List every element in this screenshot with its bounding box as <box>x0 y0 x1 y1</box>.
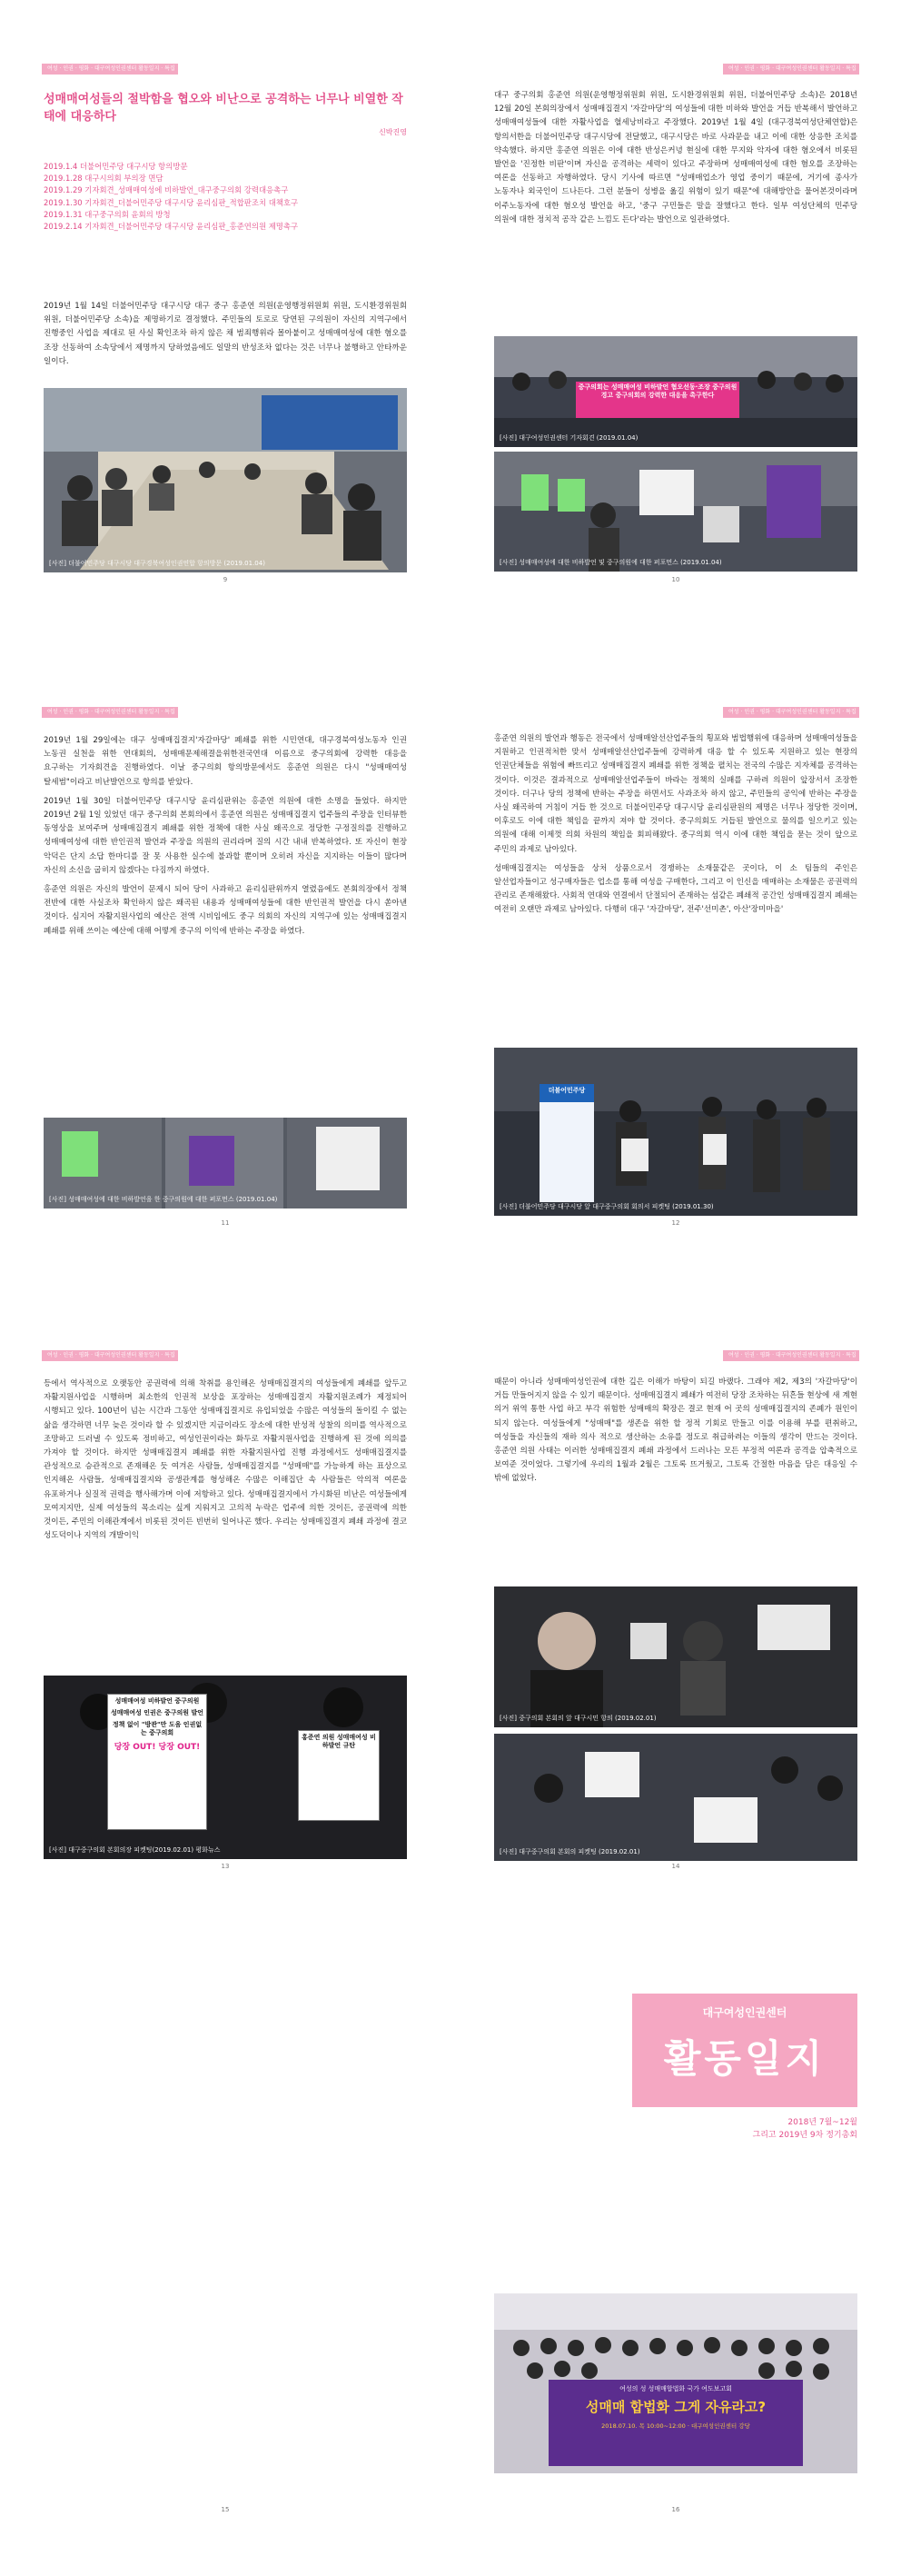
body-paragraph: 홍준연 의원의 발언과 행동은 전국에서 성매매알선산업주들의 횡포와 범법행위에 대응하며 성매매여성들을 지원하고 인권적처한 맞서 성매매알선산업주들에 강력하게 대응 할 수 있도록 지원하고 있는 현장의 인권단체들을 위험에 빠뜨리고 성매매집결지 폐쇄를 위한 정책을 펼치는 전국의 수많은 지자체를 공격하는 것이다. 이것은 결과적으로 성매매알선업주들이 바라는 정책의 실패를 구하려 의원이 앞장서서 조장한 것이다. 더구나 당의 정책에 반하는 주장을 하면서도 사과조차 하지 않고, 주민들의 공익에 반하는 주장을 사실 왜곡하여 거침이 거듭 한 것으로 더불어민주당 대구시당 윤리심판원의 제명은 너무나 정당한 것이며, 이후로도 이에 대한 책임을 끝까지 져야 할 것이다. 중구의회도 거듭된 발언으로 물의를 일으키고 있는 의원에 대해 이제껏 의회 차원의 책임을 회피해왔다. 중구의회 역시 이에 대한 책임을 묻는 것이 앞으로 주민의 과제로 남아있다. <box>494 734 857 854</box>
photo-caption: [사진] 중구의회 본회의 앞 대구시민 항의 (2019.02.01) <box>500 1715 657 1722</box>
party-sign: 더불어민주당 <box>548 1087 586 1094</box>
photo-caption: [사진] 더불어민주당 대구시당 앞 대구중구의회 회의서 피켓팅 (2019.01.30) <box>500 1203 714 1210</box>
page-number: 11 <box>221 1219 230 1227</box>
performance-photo <box>494 452 857 572</box>
page-header: 여성 · 인권 · 평화 · 대구여성인권센터 활동일지 · 특집 <box>723 1350 859 1361</box>
timeline-item: 2019.1.4 더불어민주당 대구시당 항의방문 <box>44 162 188 171</box>
page-11 <box>0 643 450 1287</box>
group-photo <box>494 2293 857 2473</box>
council-picket-2-illustration <box>494 1734 857 1861</box>
page-number: 15 <box>221 2506 230 2513</box>
timeline-item: 2019.1.29 기자회견_성매매여성에 비하발언_대구중구의회 강력대응촉구 <box>44 185 289 195</box>
section-subtitle <box>632 2116 857 2142</box>
performance-photo-strip <box>44 1118 407 1208</box>
page-10 <box>450 0 901 643</box>
timeline-item: 2019.2.14 기자회견_더불어민주당 대구시당 윤리심판_홍준연의원 제명촉구 <box>44 222 299 232</box>
body-paragraph: 성매매집결지는 여성들을 상처 상품으로서 경쟁하는 소재물같은 곳이다, 이 소 팀들의 주인은 알선업자들이고 성구매자들은 업소를 통해 여성을 구매한다, 그리고 이 인신을 매매하는 소재물은 공권력의 관리로 존재해왔다. 사회적 연대와 연결에서 단절되어 존재하는 섬같은 폐쇄적 공간인 성매매집결지 폐쇄는 여전히 오랜만 과제로 남아있다. 다행히 대구 '자갈마당', 전주'선미촌', 아산'장미마을' <box>494 863 857 915</box>
body-paragraph: 2019년 1월 29일에는 대구 성매매집결지'자갈마당' 폐쇄를 위한 시민연대, 대구경북여성노동자 인권 노동권 실천을 위한 연대회의, 성매매문제해결을위한전국연대 이름으로 중구의회에 강력한 대응을 요구하는 기자회견을 진행하였다. 이날 중구의회 항의방문에서도 홍준연 의원은 다시 "성매매여성 탈세범"이라고 비난발언으로 항의를 받았다. <box>44 736 407 787</box>
article-body <box>494 732 857 923</box>
banner-date: 2018.07.10. 목 10:00~12:00 · 대구여성인권센터 강당 <box>601 2422 750 2430</box>
page-13 <box>0 1287 450 1930</box>
article-title: 성매매여성들의 절박함을 협오와 비난으로 공격하는 너무나 비열한 작태에 대응하다 <box>44 93 403 124</box>
council-picket-photo-2 <box>494 1734 857 1861</box>
picket-illustration <box>494 1048 857 1216</box>
page-header: 여성 · 인권 · 평화 · 대구여성인권센터 활동일지 · 특집 <box>42 707 178 718</box>
page-header: 여성 · 인권 · 평화 · 대구여성인권센터 활동일지 · 특집 <box>42 64 178 75</box>
organization-name: 대구여성인권센터 <box>702 2006 787 2019</box>
page-number: 9 <box>223 576 228 583</box>
protest-sign: 성매매여성 비하발언 중구의원 성매매여성 인권은 중구의원 발언 정책 없이 "방관"만 도움 인권없는 중구의회 당장 OUT! 당장 OUT! <box>107 1694 207 1830</box>
photo-caption: [사진] 성매매여성에 대한 비하발언 및 중구의원에 대한 퍼포먼스 (2019.01.04) <box>500 559 722 566</box>
body-paragraph: 홍준연 의원은 자신의 발언이 문제시 되어 당이 사과하고 윤리심판위까지 열렸음에도 본회의장에서 정책 전반에 대한 사실조차 확인하지 않은 왜곡된 내용과 성매매여성들에 대한 반인권적 발언을 다시 쏟아낸 것이다. 심지어 자활지원사업의 예산은 전액 시비임에도 중구 의회의 자신의 지역구에 있는 성매매집결지 폐쇄를 위해 쓰이는 예산에 대해 어떻게 중구의 이익에 반하는 주장을 하였다. <box>44 885 407 936</box>
section-title: 활동일지 <box>663 2036 827 2081</box>
timeline-item: 2019.1.31 대구중구의회 윤회의 방청 <box>44 209 171 219</box>
protest-sign: 홍준연 의원 성매매여성 비하발언 규탄 <box>298 1730 380 1821</box>
page-header: 여성 · 인권 · 평화 · 대구여성인권센터 활동일지 · 특집 <box>42 1350 178 1361</box>
page-9 <box>0 0 450 643</box>
meeting-illustration <box>44 388 407 572</box>
photo-caption: [사진] 대구중구의회 본회의 피켓팅 (2019.02.01) <box>500 1848 640 1855</box>
article-body <box>44 734 407 944</box>
section-cover-box <box>632 1994 857 2107</box>
photo-caption: [사진] 더불어민주당 대구시당 대구경북여성인권연합 항의방문 (2019.01.04) <box>49 560 265 567</box>
article-body <box>494 89 857 233</box>
timeline-item: 2019.1.30 기자회견_더불어민주당 대구시당 윤리심판_적합판조치 대책호구 <box>44 197 299 207</box>
photo-caption: [사진] 대구여성인권센터 기자회견 (2019.01.04) <box>500 434 639 442</box>
banner-subtitle: 여성의 성 성매매합법화 국가 여도보고회 <box>619 2385 732 2392</box>
body-paragraph: 2019년 1월 30일 더불어민주당 대구시당 윤리심판위는 홍준연 의원에 대한 소명을 들었다. 하지만 2019년 2월 1일 있었던 대구 중구의회 본회의에서 홍준연 의원은 성매매집결지 업주들의 주장을 인터뷰한 동영상을 보여주며 성매매집결지 폐쇄를 위한 정책에 대한 사실 왜곡으로 정당한 구정질의를 진행하고 성매매여성에 대한 반인권적 발언과 주장을 의원의 권리라며 질의 시간 내내 반복하였다. 또 자신이 현장 악덕은 단지 소답 한마디를 잘 못 사용한 실수에 불과할 뿐이며 오히려 자신을 지지하는 이들이 많다며 자신의 소신을 굽히지 않겠다는 다짐까지 하였다. <box>44 796 407 875</box>
picket-photo <box>494 1048 857 1216</box>
page-header: 여성 · 인권 · 평화 · 대구여성인권센터 활동일지 · 특집 <box>723 707 859 718</box>
page-number: 13 <box>221 1863 230 1870</box>
body-paragraph: 대구 중구의회 홍준연 의원(운영행정위원회 위원, 도시환경위원회 위원, 더불어민주당 소속)은 2018년 12월 20일 본회의장에서 성매매집결지 '자갈마당'의 여성들에 대한 비하와 발언을 거듭 반복해서 발언하고 성매매여성들에 대한 자활사업을 혈세낭비라고 주장했다. 2019년 1월 4일 (대구경북여성단체연합)은 항의서한을 더불어민주당 대구시당에 전달했고, 대구시당은 바로 사과문을 내고 이에 대한 상응한 조치를 약속했다. 하지만 홍준연 의원은 이에 대한 반성은커녕 현실에 대한 무지와 악자에 대한 혐오에서 비롯된 발언을 '진정한 비판'이며 자신을 공격하는 세력이 있다고 주장하며 성매매여성에 대한 혐오를 조장하는 여론을 선동하고 자행하였다. 당시 기사에 따르면 "성매매업소가 영업 중이기 때문에, 거기에 종사가 노동자나 외국인이 드나든다. 그런 분들이 성병을 옮길 위험이 있기 때문"에 대해방안을 물어본것이라며 이주노동자에 대한 혐오성 발언을 하고, '중구 구민들은 말을 잘했다고 한다. 일부 여성단체의 민주당 의원에 대한 정치적 공작 같은 느낌도 든다'라는 발언으로 일관하였다. <box>494 91 857 224</box>
performance-illustration <box>494 452 857 572</box>
meeting-photo <box>44 388 407 572</box>
group-photo-illustration <box>494 2293 857 2473</box>
page-number: 16 <box>671 2506 680 2513</box>
page-14 <box>450 1287 901 1930</box>
event-banner <box>550 2384 801 2430</box>
article-body <box>44 300 407 374</box>
council-member-photo <box>494 1586 857 1727</box>
page-number: 10 <box>671 576 680 583</box>
timeline-item: 2019.1.28 대구시의회 부의장 면담 <box>44 174 163 184</box>
council-member-illustration <box>494 1586 857 1727</box>
subtitle-line: 그리고 2019년 9차 정기총회 <box>752 2131 857 2140</box>
council-picket-photo <box>44 1676 407 1859</box>
article-title-block <box>44 91 407 233</box>
banner-title: 성매매 합법화 그게 자유라고? <box>585 2399 767 2415</box>
protest-banner: 중구의회는 성매매여성 비하발언 혐오선동·조장 중구의원 경고 중구의회의 강력한 대응을 촉구한다 <box>578 383 738 399</box>
photo-caption: [사진] 대구중구의회 본회의장 피켓팅(2019.02.01) 평화뉴스 <box>49 1846 221 1854</box>
page-number: 12 <box>671 1219 680 1227</box>
timeline-list <box>44 161 407 233</box>
press-conference-photo <box>494 336 857 447</box>
subtitle-line: 2018년 7월~12월 <box>787 2118 857 2127</box>
page-15 <box>0 1930 450 2573</box>
photo-caption: [사진] 성매매여성에 대한 비하발언을 한 중구의원에 대한 퍼포먼스 (2019.01.04) <box>49 1196 278 1203</box>
page-12 <box>450 643 901 1287</box>
body-paragraph: 2019년 1월 14일 더불어민주당 대구시당 대구 중구 홍준연 의원(운영행정위원회 위원, 도시환경위원회 위원, 더불어민주당 소속)을 제명하기로 결정했다. 주민들의 토로로 당연된 구의원이 자신의 지역구에서 진행중인 사업을 제대로 된 사실 확인조차 하지 않은 채 범죄행위라 몰아붙이고 성매매여성에 대한 혐오를 조장 선동하여 소속당에서 제명까지 당하였음에도 일말의 반성조차 없다는 것은 너무나 불행하고 안타까운 일이다. <box>44 302 407 366</box>
article-body <box>44 1378 407 1548</box>
body-paragraph: 등에서 역사적으로 오랫동안 공권력에 의해 착취를 용인해온 성매매집결지의 여성들에게 폐쇄를 앞두고 자활지원사업을 시행하며 최소한의 인권적 보상을 포장하는 성매매집결지 자활지원조례가 제정되어 시행되고 있다. 100년이 넘는 시간과 그동안 성매매집결지로 유입되었을 수많은 여성들의 돌이킬 수 없는 삶을 생각하면 너무 늦은 것이라 할 수 있겠지만 지금이라도 장소에 대한 반성적 성찰의 의미를 역사적으로 조망하고 드러낼 수 있도록 정비하고, 여성인권이라는 화두로 자활지원사업을 진행하게 된 것에 의의를 가져야 할 것이다. 하지만 성매매집결지 폐쇄를 위한 자활지원사업 진행 과정에서도 성매매집결지를 관성적으로 승관적으로 존재해온 듯 여겨온 사람들, 성매매집결지를 "성매매"를 가능하게 하는 표상으로 인지해온 사람들, 성매매집결지와 공생관계를 형성해온 수많은 이해집단 속 사람들은 악의적 여론을 유포하거나 실질적 권력을 행사해가며 이에 저항하고 있다. 성매매집결지에서 가시화된 비난은 여성들에게 모여지지만, 실제 여성들의 목소리는 싶게 지워지고 고의적 누락은 업주에 의한 것이든, 공권력에 의한 것이든, 주민의 이해관계에서 비롯된 것이든 빈번히 일어나곤 했다. 우리는 성매매집결지 폐쇄 과정에 결코 성도덕이나 지역의 개발이익 <box>44 1379 407 1541</box>
article-body <box>494 1376 857 1492</box>
page-number: 14 <box>671 1863 680 1870</box>
body-paragraph: 때문이 아니라 성매매여성인권에 대한 깊은 이해가 바탕이 되길 바랬다. 그래야 제2, 제3의 '자갈마당'이 거듭 만들어지지 않을 수 있기 때문이다. 성매매집결지 폐쇄가 여전히 당장 조차하는 뒤흔들 현상에 새 계현 의거 위역 통한 사업 하고 부각 위험한 성매매의 확장은 결코 현재 어 곳의 성매매집결지의 존폐가 원인이 되지 않는다. 여성들에게 "성매매"를 생존을 위한 할 정적 기회로 만들고 이를 이용해 부를 편취하고, 여성들을 자신들의 재하 의사 적으로 생산하는 소유를 정도로 취급하려는 이들의 생각이 만드는 것이다. 홍준연 의원 사태는 이러한 성매매집결지 폐쇄 과정에서 드러나는 모든 부정적 여론과 공격을 압축적으로 보여준 것이었다. 그렇기에 우리의 1월과 2월은 그토록 뜨거웠고, 그토록 간절한 마음을 담은 대응일 수 밖에 없었다. <box>494 1378 857 1484</box>
page-16 <box>450 1930 901 2573</box>
page-header: 여성 · 인권 · 평화 · 대구여성인권센터 활동일지 · 특집 <box>723 64 859 75</box>
article-author: 신박진영 <box>379 128 407 136</box>
